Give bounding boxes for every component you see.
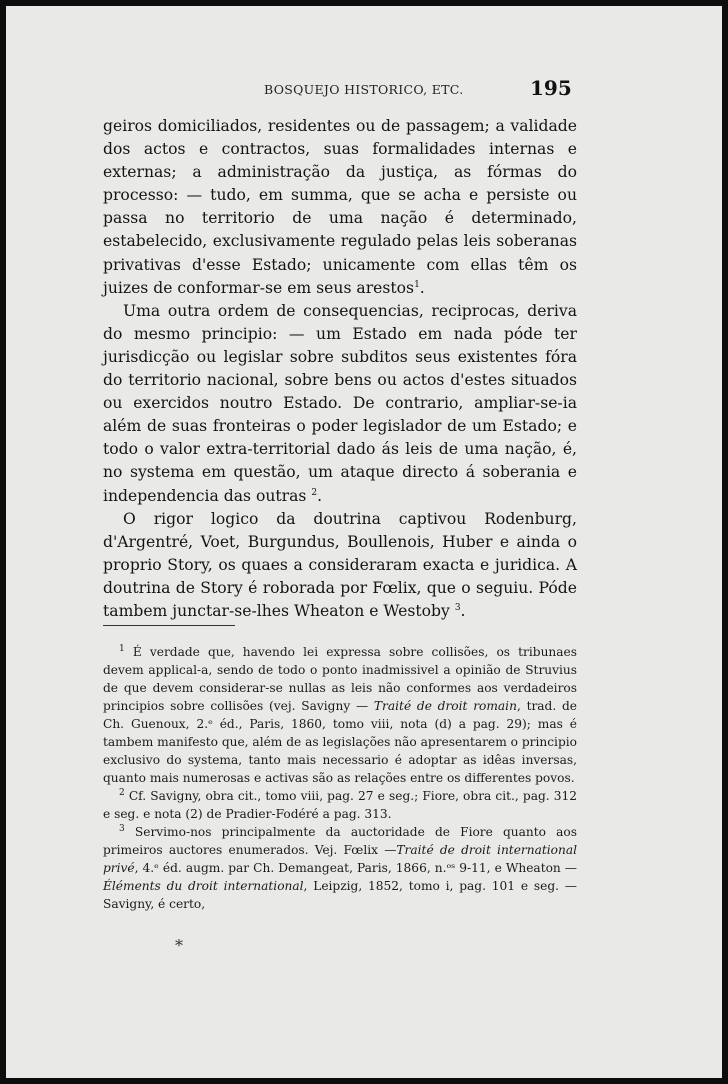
- signature-mark: *: [175, 936, 183, 955]
- page-number: 195: [530, 76, 572, 100]
- paragraph-end: .: [460, 601, 466, 620]
- cited-title: Traité de droit romain: [373, 699, 517, 713]
- footnote-text: É verdade que, havendo lei expressa sobre collisões, os tribunaes devem applical-a, sendo de todo o ponto inadmissivel a opinião de Struvius de que devem considerar-se nullas as leis não conformes aos verdadeiros principios sobre collisões (vej. Savigny —: [103, 645, 577, 713]
- paragraph-text: geiros domiciliados, residentes ou de passagem; a validade dos actos e contractos, suas formalidades internas e externas; a administração da justiça, as fórmas do processo: — tudo, em summa, que se acha e persiste ou passa no territorio de uma nação é determinado, estabelecido, exclusivamente regulado pelas leis soberanas privativas d'esse Estado; unicamente com ellas têm os juizes de conformar-se em seus arestos: [103, 117, 577, 297]
- paragraph: [103, 508, 577, 623]
- paragraph: [103, 300, 577, 508]
- page-header: [6, 76, 722, 104]
- footnote-text: Cf. Savigny, obra cit., tomo viii, pag. 27 e seg.; Fiore, obra cit., pag. 312 e seg. e nota (2) de Pradier-Fodéré a pag. 313.: [103, 789, 578, 821]
- paragraph: [103, 115, 577, 300]
- footnote-text: , trad. de Ch. Guenoux, 2.ᵉ éd., Paris, 1860, tomo viii, nota (d) a pag. 29); mas é tambem manifesto que, além de as legislações não apresentarem o principio exclusivo do systema, tanto mais necessario é adoptar as idêas inversas, quanto mais numerosas e activas são as relações entre os differentes povos.: [103, 699, 578, 785]
- book-page: [6, 6, 722, 1078]
- footnote-text: , 4.ᵉ éd. augm. par Ch. Demangeat, Paris, 1866, n.ᵒˢ 9-11, e Wheaton —: [134, 861, 577, 875]
- footnote-ref: 2: [311, 487, 318, 498]
- paragraph-text: Uma outra ordem de consequencias, reciprocas, deriva do mesmo principio: — um Estado em nada póde ter jurisdicção ou legislar sobre subditos seus existentes fóra do territorio nacional, sobre bens ou actos d'estes situados ou exercidos noutro Estado. De contrario, ampliar-se-ia além de suas fronteiras o poder legislador de um Estado; e todo o valor extra-territorial dado ás leis de uma nação, é, no systema em questão, um ataque directo á soberania e independencia das outras: [103, 301, 577, 505]
- paragraph-end: .: [419, 278, 425, 297]
- footnote-ref: 1: [414, 279, 420, 290]
- cited-title: Éléments du droit international: [103, 879, 304, 893]
- footnote: [103, 787, 577, 823]
- paragraph-text: O rigor logico da doutrina captivou Rodenburg, d'Argentré, Voet, Burgundus, Boullenois, Huber e ainda o proprio Story, os quaes a consideraram exacta e juridica. A doutrina de Story é roborada por Fœlix, que o seguiu. Póde tambem junctar-se-lhes Wheaton e Westoby: [103, 509, 577, 620]
- footnote-divider: [103, 625, 235, 626]
- footnote-ref: 3: [454, 602, 461, 613]
- running-head: BOSQUEJO HISTORICO, ETC.: [264, 82, 464, 97]
- main-text: [103, 115, 577, 623]
- footnote: [103, 823, 577, 913]
- footnotes: [103, 643, 577, 913]
- footnote-text: , Leipzig, 1852, tomo i, pag. 101 e seg. — Savigny, é certo,: [103, 879, 577, 911]
- footnote-mark: 3: [119, 823, 125, 834]
- cited-title: Traité de droit international privé: [103, 843, 578, 875]
- footnote-mark: 1: [119, 643, 125, 654]
- footnote-text: Servimo-nos principalmente da auctoridade de Fiore quanto aos primeiros auctores enumerados. Vej. Fœlix —: [103, 825, 577, 857]
- footnote-mark: 2: [119, 787, 125, 798]
- paragraph-end: .: [317, 486, 323, 505]
- footnote: [103, 643, 577, 787]
